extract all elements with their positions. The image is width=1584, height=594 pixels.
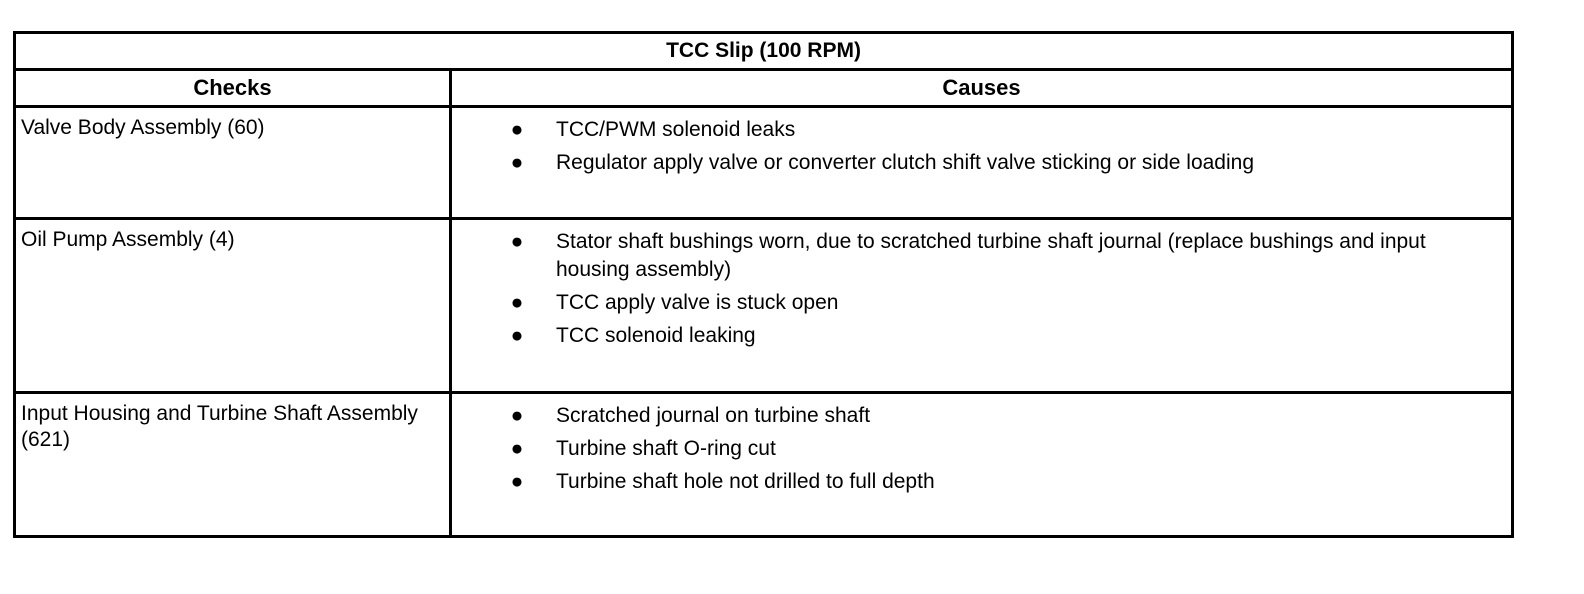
table-row [15, 107, 1513, 219]
cause-item [452, 402, 1501, 430]
cause-text: TCC/PWM solenoid leaks [556, 118, 796, 141]
causes-cell [451, 219, 1513, 393]
bullet-icon: ● [510, 118, 524, 141]
cause-text: TCC solenoid leaking [556, 324, 756, 347]
causes-list [452, 116, 1501, 177]
header-checks: Checks [15, 70, 451, 107]
table-row [15, 393, 1513, 537]
check-cell: Oil Pump Assembly (4) [15, 219, 451, 393]
cause-text: Turbine shaft O-ring cut [556, 437, 776, 460]
table-title-row [15, 33, 1513, 70]
bullet-icon: ● [510, 324, 524, 347]
table-header-row [15, 70, 1513, 107]
table-row [15, 219, 1513, 393]
cause-text: Regulator apply valve or converter clutch shift valve sticking or side loading [556, 151, 1255, 174]
bullet-icon: ● [510, 404, 524, 427]
cause-text: Turbine shaft hole not drilled to full depth [556, 470, 935, 493]
cause-item [452, 435, 1501, 463]
bullet-icon: ● [510, 470, 524, 493]
causes-list [452, 402, 1501, 496]
causes-list [452, 228, 1501, 350]
cause-item [452, 228, 1501, 284]
causes-cell [451, 107, 1513, 219]
cause-text: TCC apply valve is stuck open [556, 291, 839, 314]
header-causes: Causes [451, 70, 1513, 107]
bullet-icon: ● [510, 230, 524, 253]
table-title: TCC Slip (100 RPM) [15, 33, 1513, 70]
causes-cell [451, 393, 1513, 537]
cause-item [452, 468, 1501, 496]
cause-item [452, 149, 1501, 177]
check-cell: Input Housing and Turbine Shaft Assembly (621) [15, 393, 451, 537]
cause-item [452, 322, 1501, 350]
bullet-icon: ● [510, 291, 524, 314]
cause-item [452, 116, 1501, 144]
cause-text: Scratched journal on turbine shaft [556, 404, 871, 427]
check-cell: Valve Body Assembly (60) [15, 107, 451, 219]
cause-item [452, 289, 1501, 317]
cause-text: Stator shaft bushings worn, due to scratched turbine shaft journal (replace bushings and input housing assembly) [556, 230, 1426, 281]
bullet-icon: ● [510, 151, 524, 174]
bullet-icon: ● [510, 437, 524, 460]
tcc-slip-table [13, 31, 1514, 538]
